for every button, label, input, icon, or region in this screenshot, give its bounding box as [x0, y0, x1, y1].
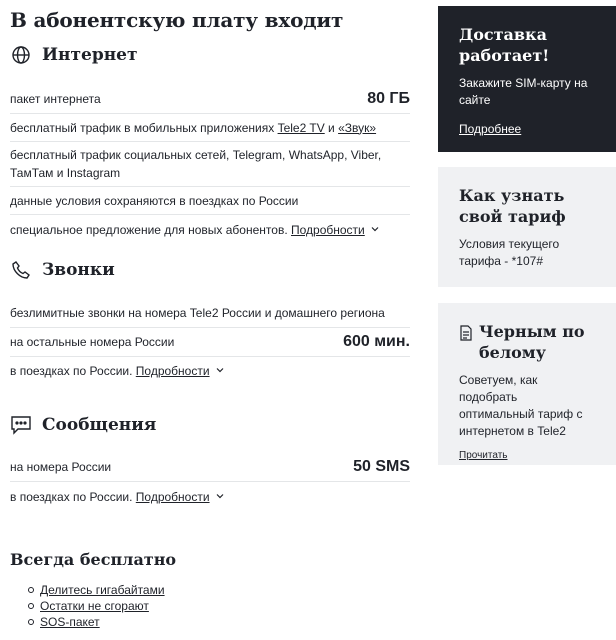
tariff-card[interactable] — [438, 167, 616, 287]
calls-details-link[interactable]: Подробности — [135, 364, 210, 378]
chevron-down-icon[interactable] — [216, 492, 224, 500]
row-text: пакет интернета — [10, 91, 101, 106]
share-gb-link[interactable]: Делитесь гигабайтами — [40, 583, 165, 597]
tele2tv-link[interactable]: Tele2 TV — [277, 120, 325, 135]
messages-label: Сообщения — [42, 415, 157, 435]
messages-details-link[interactable]: Подробности — [135, 490, 210, 504]
row-text: безлимитные звонки на номера Tele2 России и домашнего региона — [10, 305, 385, 320]
calls-label: Звонки — [42, 260, 115, 280]
delivery-more-link[interactable]: Подробнее — [459, 122, 522, 136]
row-text: в поездках по России. Подробности — [10, 488, 410, 506]
chat-icon — [10, 414, 32, 436]
internet-heading — [10, 44, 138, 66]
rollover-link[interactable]: Остатки не сгорают — [40, 599, 149, 613]
internet-row-social — [10, 142, 410, 187]
calls-row-other — [10, 328, 410, 357]
calls-heading — [10, 259, 115, 281]
internet-details-link[interactable]: Подробности — [291, 223, 365, 237]
calls-row-travel — [10, 357, 410, 385]
bullet-icon — [28, 587, 34, 593]
messages-value: 50 SMS — [353, 457, 410, 475]
calls-row-unlimited — [10, 298, 410, 328]
internet-row-special — [10, 215, 410, 245]
row-text: бесплатный трафик в мобильных приложениях Tele2 TV и «Звук» — [10, 120, 377, 135]
delivery-title: Доставка работает! — [459, 25, 550, 65]
blog-card[interactable] — [438, 303, 616, 465]
calls-value: 600 мин. — [343, 333, 410, 350]
always-free-list — [28, 582, 165, 630]
list-item[interactable] — [28, 614, 165, 630]
tariff-desc: Условия текущего тарифа - *107# — [459, 237, 560, 268]
messages-row-russia — [10, 452, 410, 482]
bullet-icon — [28, 603, 34, 609]
internet-row-package — [10, 84, 410, 114]
internet-value: 80 ГБ — [367, 89, 410, 107]
row-text: в поездках по России. Подробности — [10, 362, 410, 380]
messages-heading — [10, 414, 156, 436]
row-text: данные условия сохраняются в поездках по России — [10, 193, 299, 208]
tariff-title: Как узнать свой тариф — [459, 186, 566, 226]
always-free-heading: Всегда бесплатно — [10, 550, 177, 569]
blog-title: Черным по белому — [479, 322, 585, 362]
phone-icon — [10, 259, 32, 281]
row-text: бесплатный трафик социальных сетей, Telegram, WhatsApp, Viber, ТамТам и Instagram — [10, 148, 382, 180]
delivery-card[interactable] — [438, 6, 616, 152]
list-item[interactable] — [28, 598, 165, 614]
zvuk-link[interactable]: «Звук» — [338, 120, 377, 135]
row-text: на номера России — [10, 459, 112, 474]
row-text: на остальные номера России — [10, 335, 175, 349]
row-text: специальное предложение для новых абонентов. Подробности — [10, 221, 410, 239]
internet-label: Интернет — [42, 45, 138, 65]
blog-desc: Советуем, как подобрать оптимальный тариф с интернетом в Tele2 — [459, 373, 583, 438]
page-title: В абонентскую плату входит — [10, 8, 344, 32]
globe-icon — [10, 44, 32, 66]
internet-row-apps — [10, 114, 410, 142]
blog-read-link[interactable]: Прочитать — [459, 450, 508, 461]
messages-row-travel — [10, 482, 410, 512]
delivery-desc: Закажите SIM-карту на сайте — [459, 76, 588, 107]
sos-package-link[interactable]: SOS-пакет — [40, 615, 100, 629]
bullet-icon — [28, 619, 34, 625]
chevron-down-icon[interactable] — [371, 225, 379, 233]
internet-row-travel — [10, 187, 410, 215]
document-icon — [459, 325, 473, 341]
list-item[interactable] — [28, 582, 165, 598]
chevron-down-icon[interactable] — [216, 366, 224, 374]
